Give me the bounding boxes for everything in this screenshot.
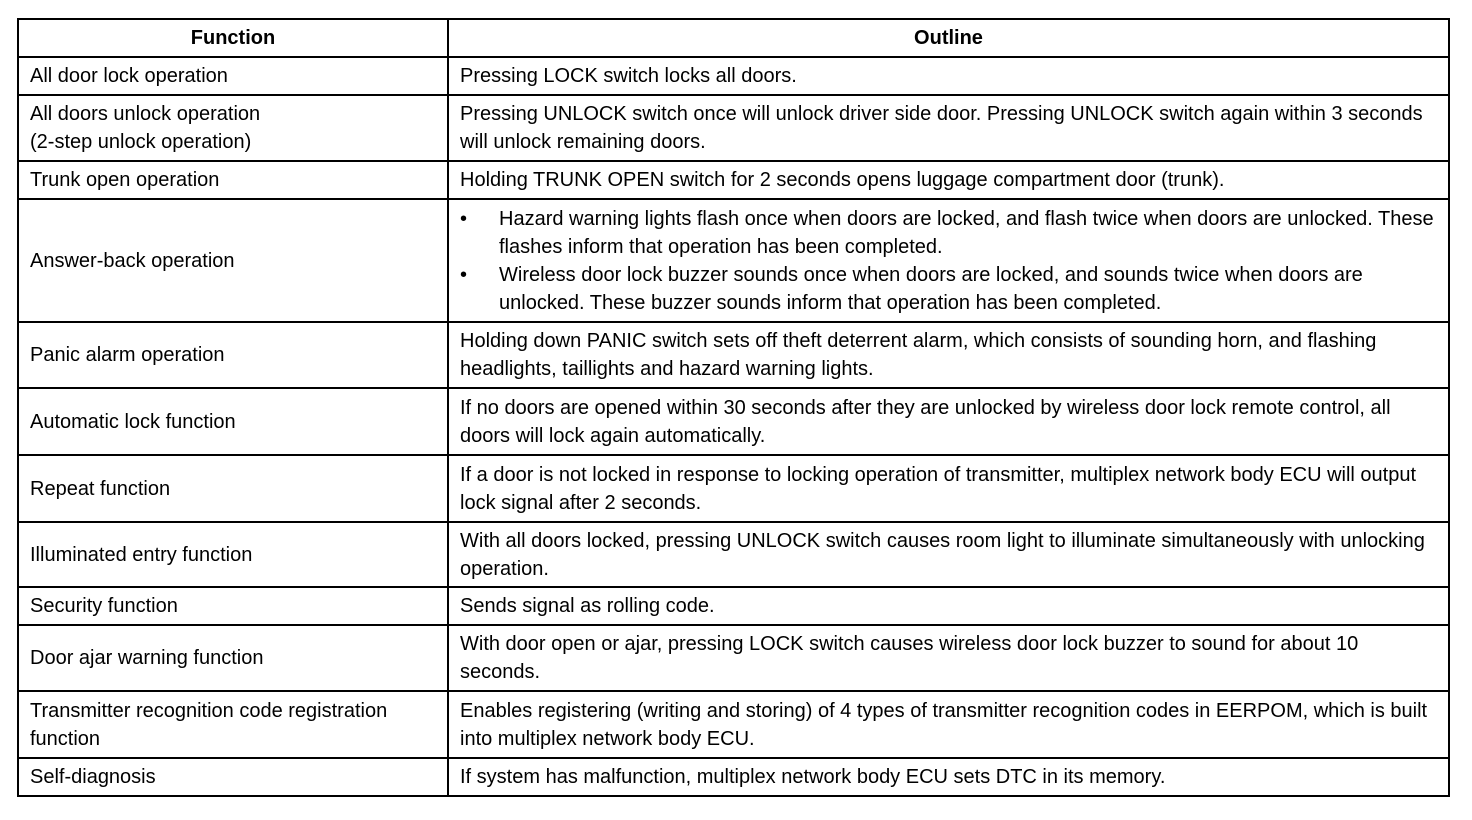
bullet-icon: •: [460, 263, 468, 286]
function-cell: Automatic lock function: [18, 388, 448, 455]
bullet-text: Hazard warning lights flash once when doors are locked, and flash twice when doors are unlocked. These flashes inform that operation has been completed.: [499, 207, 1434, 258]
outline-cell: If no doors are opened within 30 seconds after they are unlocked by wireless door lock remote control, all doors will lock again automatically.: [448, 388, 1449, 455]
outline-cell: If system has malfunction, multiplex network body ECU sets DTC in its memory.: [448, 758, 1449, 796]
table-row: [18, 522, 1449, 587]
table-row: [18, 758, 1449, 796]
table-row: [18, 57, 1449, 95]
outline-bullet-item: [460, 205, 1440, 261]
function-cell: Security function: [18, 587, 448, 625]
function-cell: Transmitter recognition code registration function: [18, 691, 448, 758]
function-cell: Self-diagnosis: [18, 758, 448, 796]
header-function: Function: [18, 19, 448, 57]
outline-bullet-list: [460, 205, 1440, 317]
function-cell: Repeat function: [18, 455, 448, 522]
table-row: [18, 587, 1449, 625]
table-row: [18, 322, 1449, 388]
table-row: [18, 455, 1449, 522]
function-cell: Panic alarm operation: [18, 322, 448, 388]
outline-cell: With all doors locked, pressing UNLOCK switch causes room light to illuminate simultaneously with unlocking operation.: [448, 522, 1449, 587]
table-header-row: [18, 19, 1449, 57]
function-cell: All door lock operation: [18, 57, 448, 95]
table-row: [18, 95, 1449, 161]
outline-cell: Holding TRUNK OPEN switch for 2 seconds opens luggage compartment door (trunk).: [448, 161, 1449, 199]
function-cell: [18, 95, 448, 161]
function-cell: Answer-back operation: [18, 199, 448, 322]
outline-cell: Pressing UNLOCK switch once will unlock driver side door. Pressing UNLOCK switch again within 3 seconds will unlock remaining doors.: [448, 95, 1449, 161]
outline-cell: [448, 199, 1449, 322]
outline-cell: Sends signal as rolling code.: [448, 587, 1449, 625]
function-line: All doors unlock operation: [30, 103, 261, 125]
outline-cell: With door open or ajar, pressing LOCK switch causes wireless door lock buzzer to sound for about 10 seconds.: [448, 625, 1449, 691]
table-row: [18, 199, 1449, 322]
function-outline-table: [17, 18, 1450, 797]
function-cell: Door ajar warning function: [18, 625, 448, 691]
outline-cell: If a door is not locked in response to locking operation of transmitter, multiplex network body ECU will output lock signal after 2 seconds.: [448, 455, 1449, 522]
table-row: [18, 161, 1449, 199]
outline-bullet-item: [460, 261, 1440, 317]
function-outline-table-container: [17, 18, 1448, 797]
table-row: [18, 388, 1449, 455]
function-cell: Trunk open operation: [18, 161, 448, 199]
bullet-text: Wireless door lock buzzer sounds once when doors are locked, and sounds twice when doors are unlocked. These buzzer sounds inform that operation has been completed.: [499, 263, 1363, 314]
bullet-icon: •: [460, 207, 468, 230]
table-row: [18, 691, 1449, 758]
outline-cell: Enables registering (writing and storing) of 4 types of transmitter recognition codes in EERPOM, which is built into multiplex network body ECU.: [448, 691, 1449, 758]
outline-cell: Pressing LOCK switch locks all doors.: [448, 57, 1449, 95]
function-cell: Illuminated entry function: [18, 522, 448, 587]
function-line: (2-step unlock operation): [30, 131, 252, 153]
table-row: [18, 625, 1449, 691]
header-outline: Outline: [448, 19, 1449, 57]
outline-cell: Holding down PANIC switch sets off theft deterrent alarm, which consists of sounding horn, and flashing headlights, taillights and hazard warning lights.: [448, 322, 1449, 388]
